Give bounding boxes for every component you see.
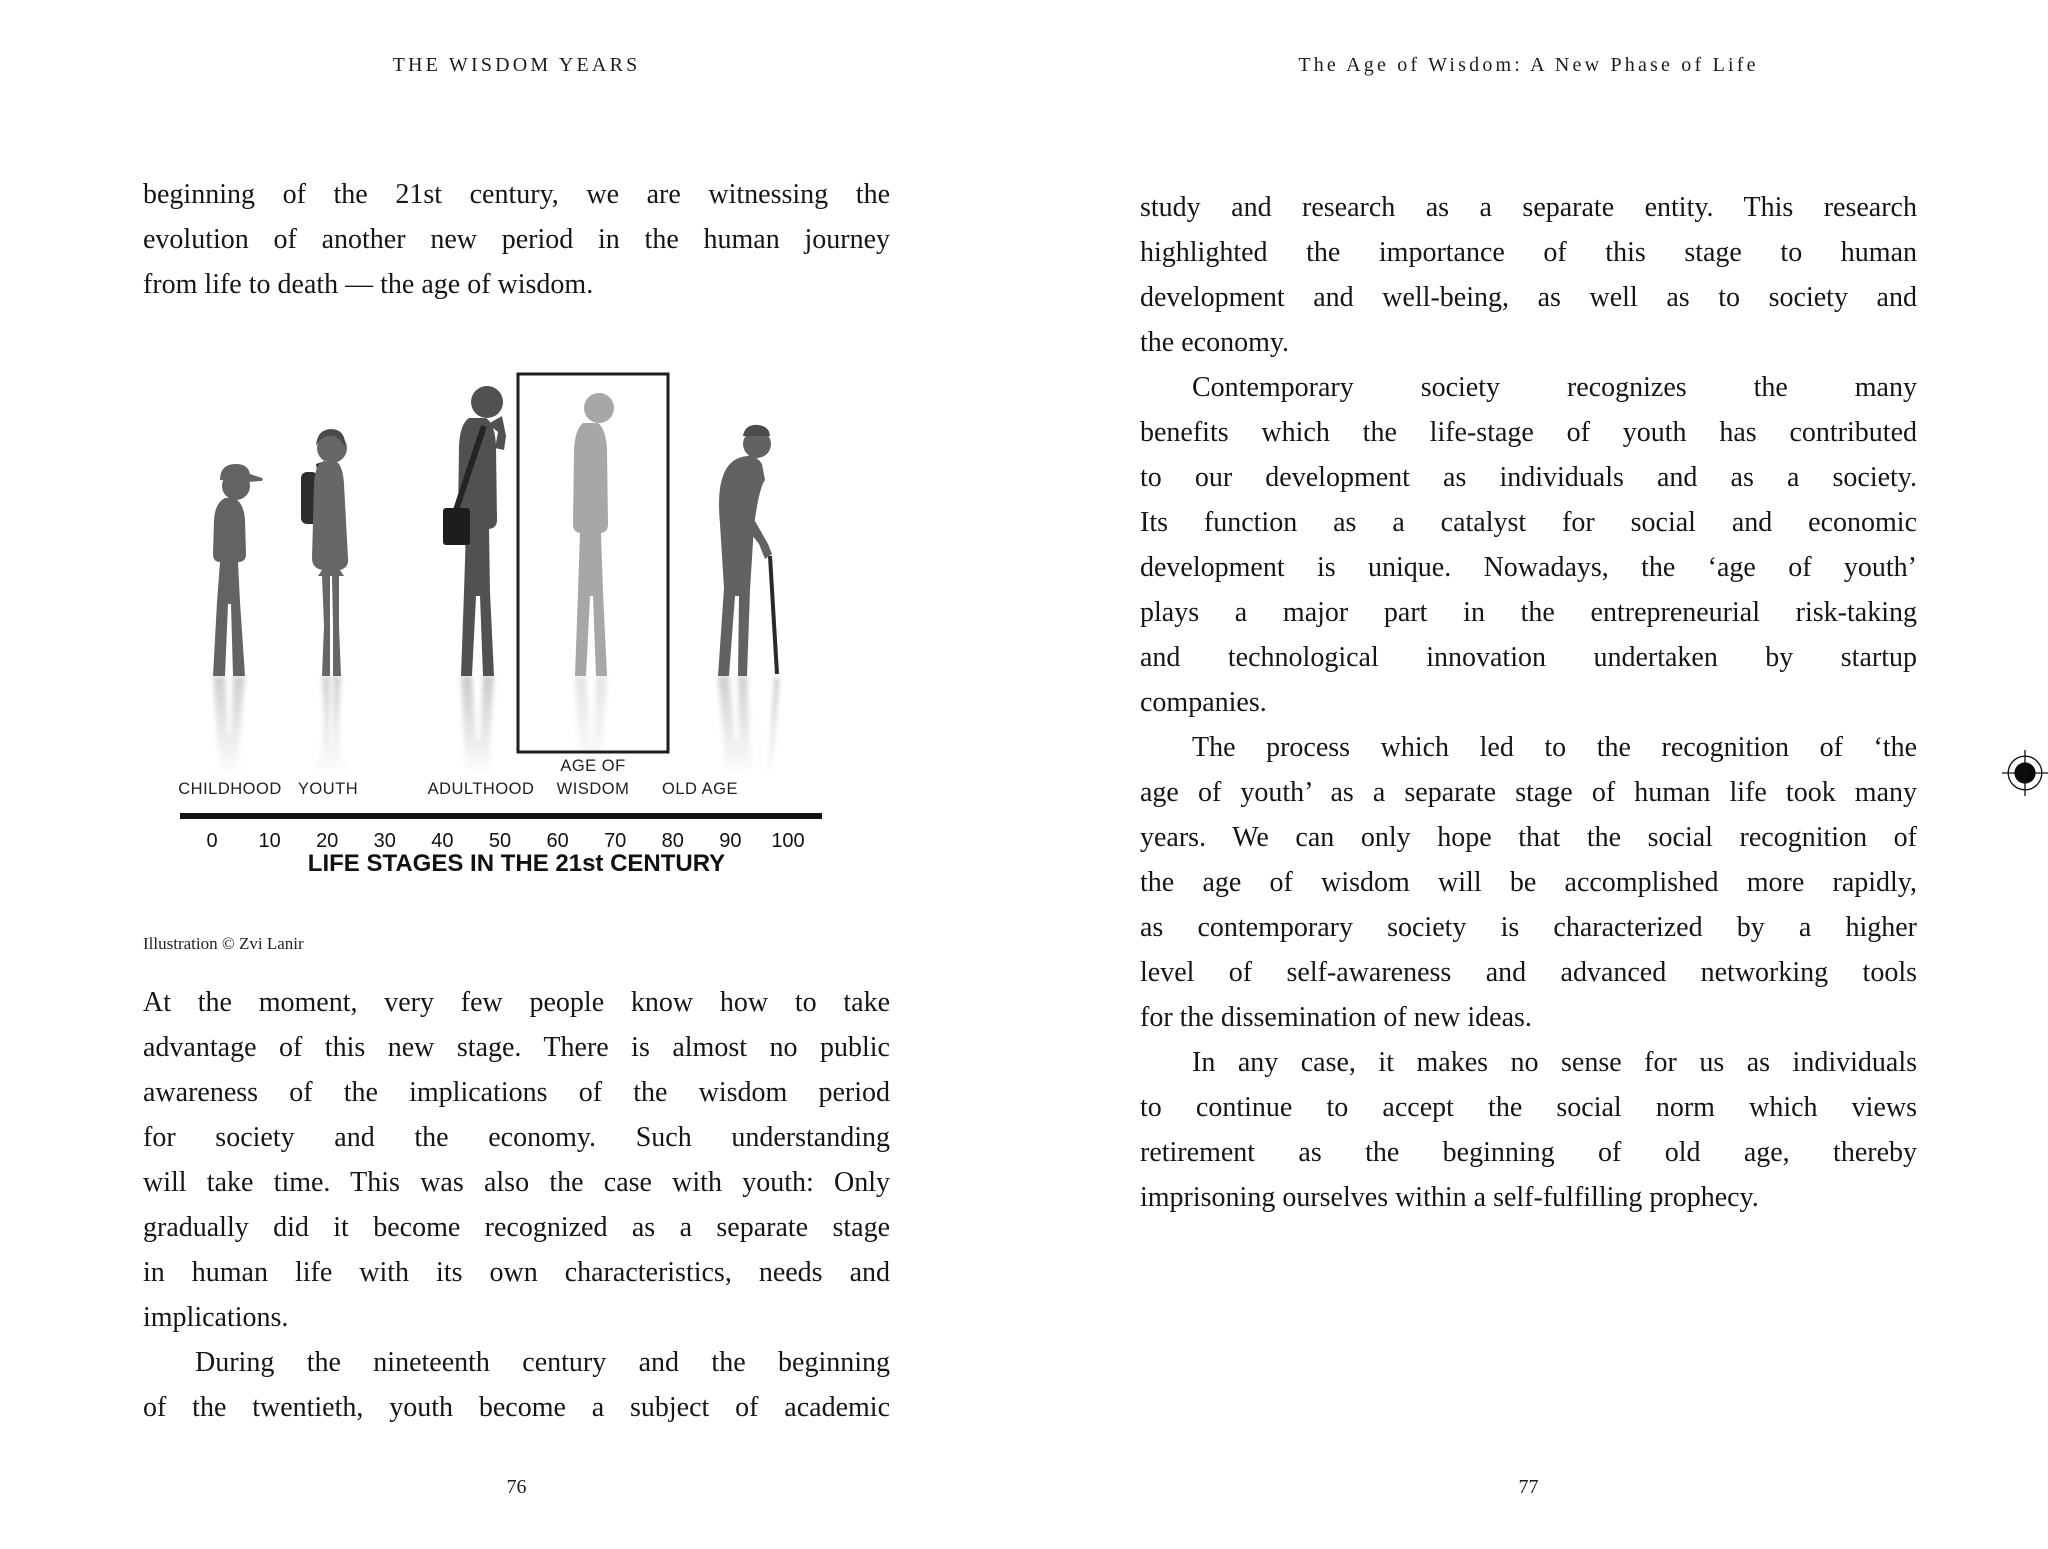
youth-silhouette: [301, 429, 348, 676]
body-line: evolution of another new period in the human journey: [143, 224, 890, 255]
axis-tick: 100: [771, 830, 805, 852]
axis-tick: 30: [373, 830, 396, 852]
body-line: from life to death — the age of wisdom.: [143, 269, 594, 300]
stage-label-wisdom: WISDOM: [556, 780, 630, 798]
body-line: retirement as the beginning of old age, thereby: [1140, 1137, 1917, 1168]
body-line: and technological innovation undertaken by startup: [1140, 642, 1917, 673]
stage-label-adulthood: ADULTHOOD: [427, 780, 535, 798]
body-line: level of self-awareness and advanced networking tools: [1140, 957, 1917, 988]
axis-tick: 60: [546, 830, 569, 852]
body-line: for society and the economy. Such understanding: [143, 1122, 890, 1153]
body-line: years. We can only hope that the social recognition of: [1140, 822, 1917, 853]
body-line: The process which led to the recognition of ‘the: [1192, 732, 1917, 763]
body-line: of the twentieth, youth become a subject of academic: [143, 1392, 890, 1423]
body-line: in human life with its own characteristics, needs and: [143, 1257, 890, 1288]
axis-tick: 0: [206, 830, 218, 852]
life-stages-illustration: [150, 316, 850, 856]
axis-tick: 80: [661, 830, 684, 852]
axis-tick: 90: [719, 830, 742, 852]
axis-tick: 40: [431, 830, 454, 852]
axis-tick: 20: [316, 830, 339, 852]
body-line: the economy.: [1140, 327, 1290, 358]
body-line: In any case, it makes no sense for us as individuals: [1192, 1047, 1917, 1078]
intro-paragraph: [143, 172, 890, 307]
body-line: highlighted the importance of this stage to human: [1140, 237, 1917, 268]
body-line: as contemporary society is characterized by a higher: [1140, 912, 1917, 943]
stage-label-youth: YOUTH: [297, 780, 359, 798]
body-line: implications.: [143, 1302, 289, 1333]
page-number-left: 76: [506, 1476, 527, 1498]
left-body-text: [143, 980, 890, 1430]
body-line: companies.: [1140, 687, 1267, 718]
body-line: advantage of this new stage. There is almost no public: [143, 1032, 890, 1063]
right-body-text: [1140, 185, 1917, 1220]
axis-tick: 10: [258, 830, 281, 852]
print-registration-mark-icon: [2002, 747, 2048, 799]
body-line: to our development as individuals and as a society.: [1140, 462, 1917, 493]
illustration-caption: LIFE STAGES IN THE 21st CENTURY: [307, 850, 726, 877]
axis-tick: 70: [604, 830, 627, 852]
adulthood-silhouette: [443, 386, 506, 676]
body-line: beginning of the 21st century, we are witnessing the: [143, 179, 890, 210]
body-line: study and research as a separate entity. This research: [1140, 192, 1917, 223]
body-line: During the nineteenth century and the beginning: [195, 1347, 890, 1378]
body-line: for the dissemination of new ideas.: [1140, 1002, 1532, 1033]
illustration-credit: Illustration © Zvi Lanir: [143, 934, 304, 953]
stage-label-age-of: AGE OF: [560, 757, 626, 775]
body-line: age of youth’ as a separate stage of human life took many: [1140, 777, 1917, 808]
body-line: benefits which the life-stage of youth has contributed: [1140, 417, 1917, 448]
page-number-right: 77: [1518, 1476, 1539, 1498]
body-line: development and well-being, as well as to society and: [1140, 282, 1917, 313]
body-line: awareness of the implications of the wisdom period: [143, 1077, 890, 1108]
body-line: Contemporary society recognizes the many: [1192, 372, 1917, 403]
body-line: will take time. This was also the case with youth: Only: [143, 1167, 890, 1198]
old-age-silhouette: [718, 425, 777, 676]
body-line: the age of wisdom will be accomplished more rapidly,: [1140, 867, 1917, 898]
body-line: At the moment, very few people know how to take: [143, 987, 890, 1018]
age-of-wisdom-silhouette: [573, 393, 614, 676]
body-line: Its function as a catalyst for social and economic: [1140, 507, 1917, 538]
body-line: to continue to accept the social norm which views: [1140, 1092, 1917, 1123]
running-header-right: The Age of Wisdom: A New Phase of Life: [1298, 54, 1759, 76]
body-line: development is unique. Nowadays, the ‘age of youth’: [1140, 552, 1917, 583]
running-header-left: THE WISDOM YEARS: [392, 54, 641, 76]
body-line: gradually did it become recognized as a separate stage: [143, 1212, 890, 1243]
stage-label-old-age: OLD AGE: [662, 780, 738, 798]
body-line: imprisoning ourselves within a self-fulfilling prophecy.: [1140, 1182, 1759, 1213]
figure-reflections: [213, 676, 777, 856]
body-line: plays a major part in the entrepreneurial risk-taking: [1140, 597, 1917, 628]
age-axis-ticks: [206, 830, 804, 852]
childhood-silhouette: [213, 464, 263, 676]
stage-label-childhood: CHILDHOOD: [178, 780, 282, 798]
axis-tick: 50: [488, 830, 512, 852]
